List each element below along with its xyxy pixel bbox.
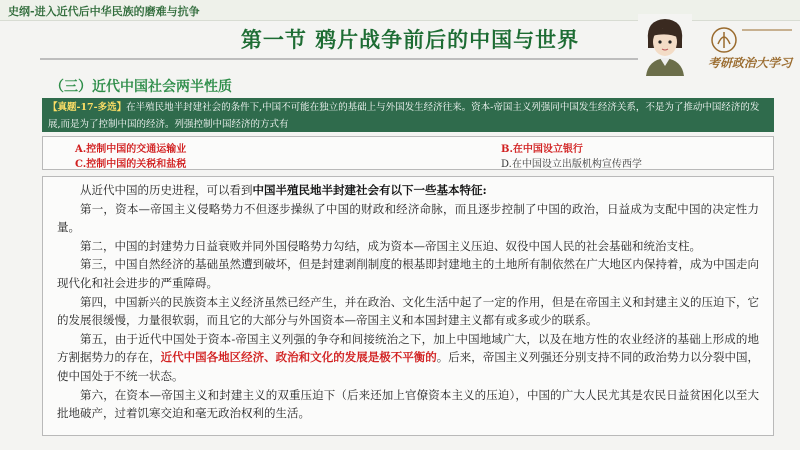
feature-5: [57, 330, 759, 386]
option-c: C.控制中国的关税和盐税: [75, 159, 187, 170]
feature-1: 第一，资本—帝国主义侵略势力不但逐步操纵了中国的财政和经济命脉，而且逐步控制了中国的政治，日益成为支配中国的决定性力量。: [57, 201, 759, 235]
intro-paragraph: [57, 181, 759, 200]
title-divider: [40, 58, 650, 60]
option-d: D.在中国设立出版机构宣传西学: [501, 159, 642, 170]
feature-6: 第六，在资本—帝国主义和封建主义的双重压迫下（后来还加上官僚资本主义的压迫），中国的广大人民尤其是农民日益贫困化以至大批地破产，过着饥寒交迫和毫无政治权利的生活。: [57, 387, 759, 421]
question-box: [42, 98, 774, 132]
option-b: B.在中国设立银行: [501, 144, 583, 155]
feature-5-post: 。后来，帝国主义列强还分别支持不同的政治势力以分裂中国，使中国处于不统一状态。: [57, 350, 760, 383]
section-subtitle: （三）近代中国社会两半性质: [50, 79, 232, 95]
feature-5-pre: 第五，由于近代中国处于资本-帝国主义列强的争夺和间接统治之下，加上中国地域广大，以及在地方性的农业经济的基础上形成的地方割据势力的存在，: [57, 331, 759, 365]
avatar: [638, 14, 692, 76]
feature-3: 第三，中国自然经济的基础虽然遭到破坏，但是封建剥削制度的根基即封建地主的土地所有制依然在广大地区内保持着，成为中国走向现代化和社会进步的严重障碍。: [57, 257, 759, 290]
feature-5-highlight: 近代中国各地区经济、政治和文化的发展是极不平衡的: [160, 350, 437, 365]
intro-text: 从近代中国的历史进程，可以看到: [80, 183, 253, 197]
breadcrumb: 史纲-进入近代后中华民族的磨难与抗争: [8, 5, 200, 18]
feature-2: 第二，中国的封建势力日益衰败并同外国侵略势力勾结，成为资本—帝国主义压迫、奴役中国人民的社会基础和统治支柱。: [80, 238, 701, 253]
intro-emphasis: 中国半殖民地半封建社会有以下一些基本特征:: [252, 183, 487, 197]
logo-text: 考研政治大学习: [708, 56, 793, 70]
feature-4: 第四，中国新兴的民族资本主义经济虽然已经产生，并在政治、文化生活中起了一定的作用，但是在帝国主义和封建主义的压迫下，它的发展很缓慢，力量很软弱，而且它的大部分与外国资本—帝国主义和本国封建主义都有或多或少的联系。: [57, 294, 759, 328]
content-box: [42, 176, 774, 436]
options-box: [42, 136, 774, 170]
question-text: 在半殖民地半封建社会的条件下,中国不可能在独立的基础上与外国发生经济往来。资本-帝国主义列强同中国发生经济关系，不是为了推动中国经济的发展,而是为了控制中国的经济。列强控制中国经济的方式有: [48, 102, 760, 130]
question-tag: 【真题-17-多选】: [48, 102, 127, 113]
page-title: 第一节 鸦片战争前后的中国与世界: [240, 28, 580, 52]
option-a: A.控制中国的交通运输业: [75, 144, 187, 155]
